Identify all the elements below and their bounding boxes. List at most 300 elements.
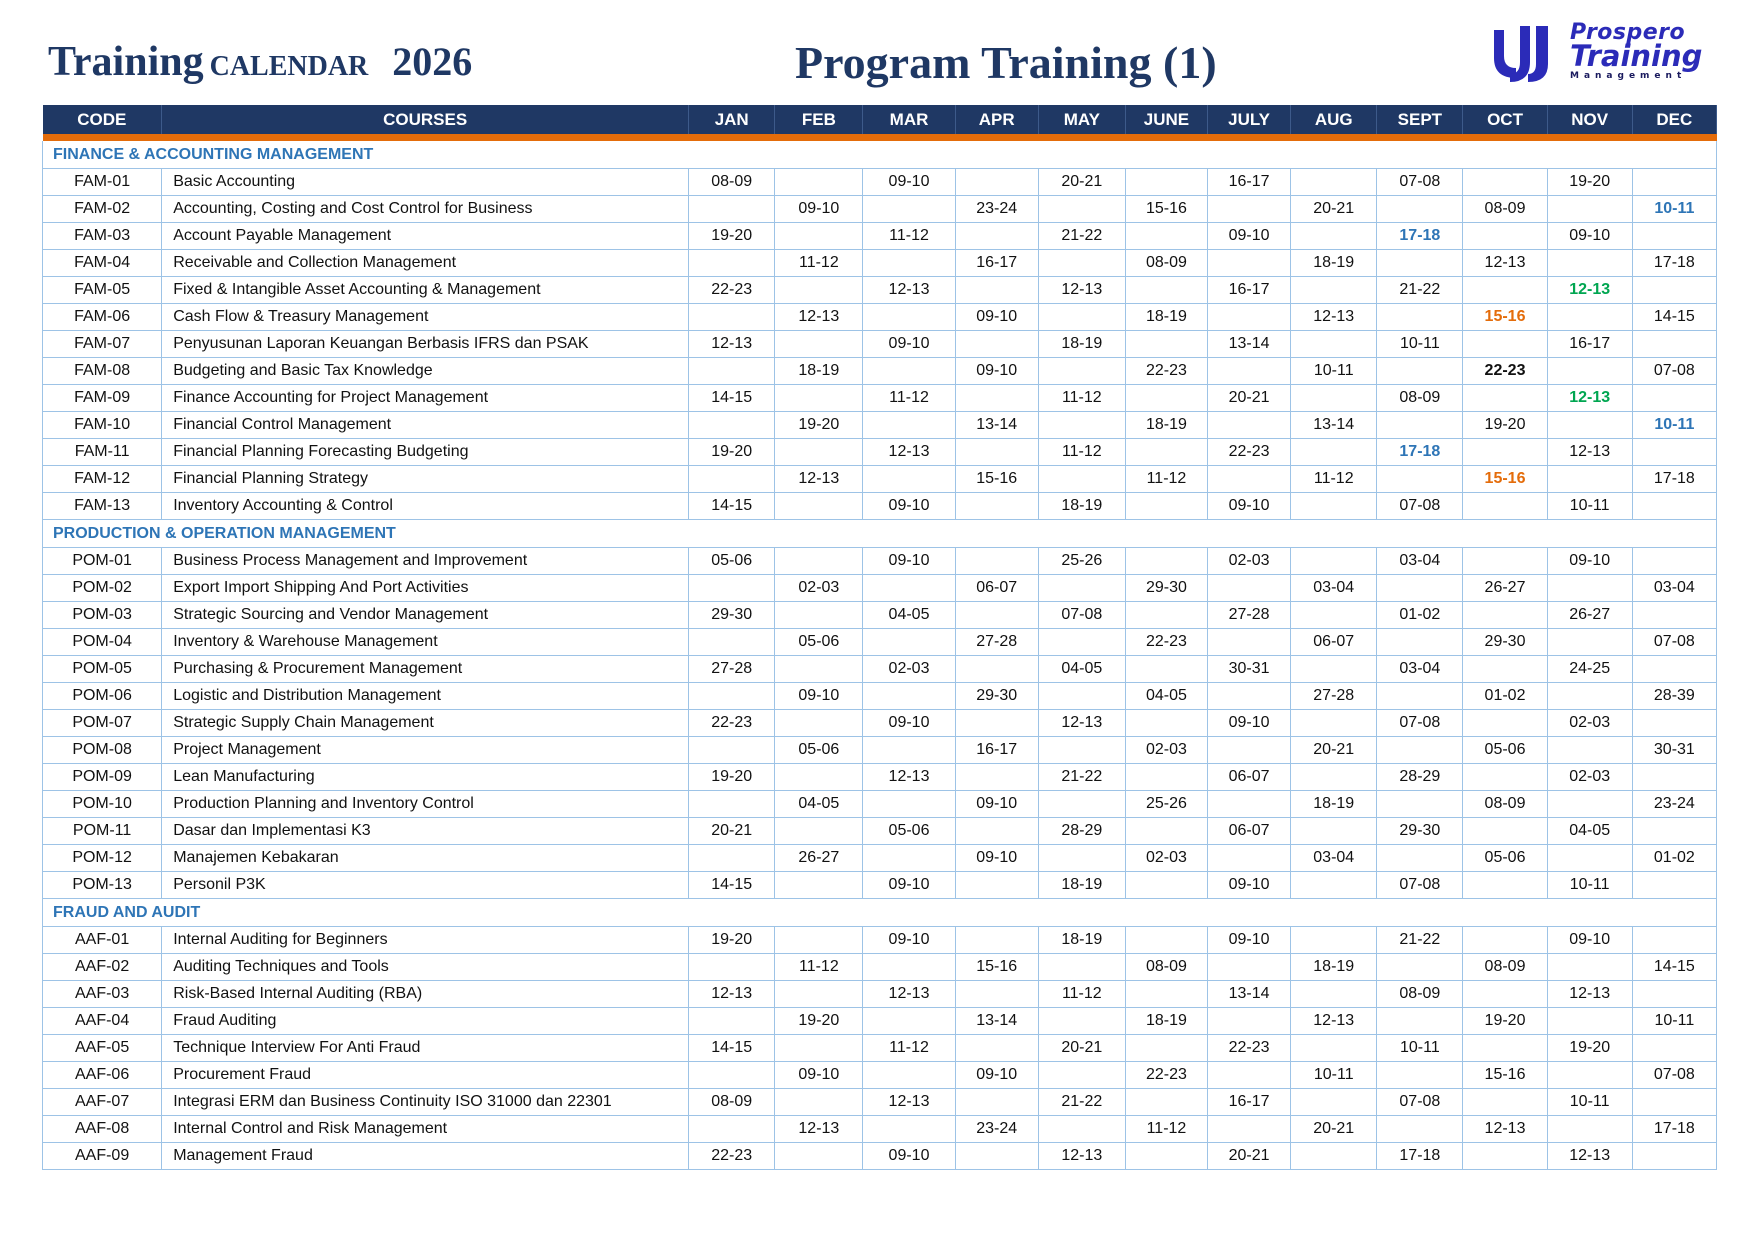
date-cell-aug xyxy=(1291,223,1377,250)
date-cell-sept: 28-29 xyxy=(1377,764,1463,791)
date-cell-nov xyxy=(1547,683,1632,710)
date-cell-july: 06-07 xyxy=(1208,818,1291,845)
date-cell-oct xyxy=(1463,764,1547,791)
date-cell-mar: 11-12 xyxy=(863,223,955,250)
date-cell-jan: 14-15 xyxy=(689,493,775,520)
date-cell-june: 08-09 xyxy=(1125,954,1207,981)
date-cell-june xyxy=(1125,493,1207,520)
date-cell-feb xyxy=(775,710,863,737)
table-row xyxy=(43,764,1717,791)
date-cell-feb xyxy=(775,223,863,250)
date-cell-jan xyxy=(689,683,775,710)
column-header-nov: NOV xyxy=(1547,105,1632,134)
date-cell-sept: 17-18 xyxy=(1377,439,1463,466)
date-cell-may: 20-21 xyxy=(1038,169,1125,196)
date-cell-june: 18-19 xyxy=(1125,1008,1207,1035)
date-cell-july: 27-28 xyxy=(1208,602,1291,629)
date-cell-june xyxy=(1125,1143,1207,1170)
date-cell-jan: 19-20 xyxy=(689,223,775,250)
date-cell-july xyxy=(1208,845,1291,872)
date-cell-july xyxy=(1208,358,1291,385)
logo-line2: Training xyxy=(1570,39,1703,73)
date-cell-sept xyxy=(1377,1008,1463,1035)
date-cell-may xyxy=(1038,1116,1125,1143)
date-cell-nov: 19-20 xyxy=(1547,169,1632,196)
course-code: AAF-09 xyxy=(43,1143,162,1170)
date-cell-apr xyxy=(955,385,1038,412)
date-cell-june xyxy=(1125,764,1207,791)
course-code: POM-07 xyxy=(43,710,162,737)
date-cell-may: 11-12 xyxy=(1038,385,1125,412)
table-row xyxy=(43,331,1717,358)
date-cell-june: 02-03 xyxy=(1125,737,1207,764)
date-cell-dec: 07-08 xyxy=(1632,1062,1716,1089)
course-name: Strategic Sourcing and Vendor Management xyxy=(162,602,689,629)
date-cell-aug xyxy=(1291,710,1377,737)
date-cell-june xyxy=(1125,818,1207,845)
column-header-june: JUNE xyxy=(1125,105,1207,134)
date-cell-feb: 11-12 xyxy=(775,954,863,981)
date-cell-nov xyxy=(1547,250,1632,277)
date-cell-oct xyxy=(1463,385,1547,412)
prospero-logo xyxy=(1490,22,1710,88)
date-cell-dec xyxy=(1632,277,1716,304)
date-cell-may: 18-19 xyxy=(1038,493,1125,520)
date-cell-feb: 12-13 xyxy=(775,1116,863,1143)
date-cell-sept xyxy=(1377,954,1463,981)
date-cell-feb xyxy=(775,602,863,629)
date-cell-june: 18-19 xyxy=(1125,304,1207,331)
date-cell-nov: 10-11 xyxy=(1547,872,1632,899)
date-cell-nov: 12-13 xyxy=(1547,439,1632,466)
table-row xyxy=(43,602,1717,629)
date-cell-oct xyxy=(1463,169,1547,196)
date-cell-aug xyxy=(1291,818,1377,845)
column-header-oct: OCT xyxy=(1463,105,1547,134)
date-cell-july xyxy=(1208,304,1291,331)
date-cell-apr: 06-07 xyxy=(955,575,1038,602)
course-name: Cash Flow & Treasury Management xyxy=(162,304,689,331)
date-cell-june xyxy=(1125,1089,1207,1116)
date-cell-feb: 02-03 xyxy=(775,575,863,602)
date-cell-june: 22-23 xyxy=(1125,1062,1207,1089)
date-cell-jan xyxy=(689,1008,775,1035)
date-cell-july: 16-17 xyxy=(1208,277,1291,304)
date-cell-oct: 15-16 xyxy=(1463,1062,1547,1089)
date-cell-jan xyxy=(689,1116,775,1143)
date-cell-jan xyxy=(689,304,775,331)
course-name: Finance Accounting for Project Management xyxy=(162,385,689,412)
date-cell-feb: 19-20 xyxy=(775,1008,863,1035)
course-name: Fraud Auditing xyxy=(162,1008,689,1035)
date-cell-nov: 10-11 xyxy=(1547,493,1632,520)
date-cell-june: 11-12 xyxy=(1125,466,1207,493)
table-row xyxy=(43,981,1717,1008)
date-cell-oct xyxy=(1463,818,1547,845)
date-cell-jan xyxy=(689,358,775,385)
date-cell-mar: 12-13 xyxy=(863,764,955,791)
date-cell-nov: 02-03 xyxy=(1547,710,1632,737)
date-cell-sept xyxy=(1377,466,1463,493)
date-cell-sept: 07-08 xyxy=(1377,169,1463,196)
date-cell-sept xyxy=(1377,358,1463,385)
date-cell-apr xyxy=(955,493,1038,520)
date-cell-oct xyxy=(1463,1143,1547,1170)
date-cell-jan: 20-21 xyxy=(689,818,775,845)
training-calendar-table xyxy=(42,105,1717,1170)
date-cell-oct: 15-16 xyxy=(1463,466,1547,493)
date-cell-jan: 22-23 xyxy=(689,710,775,737)
date-cell-jan xyxy=(689,629,775,656)
date-cell-oct: 22-23 xyxy=(1463,358,1547,385)
course-code: FAM-08 xyxy=(43,358,162,385)
table-row xyxy=(43,304,1717,331)
date-cell-dec xyxy=(1632,1035,1716,1062)
date-cell-dec xyxy=(1632,1143,1716,1170)
date-cell-dec: 01-02 xyxy=(1632,845,1716,872)
course-code: POM-04 xyxy=(43,629,162,656)
table-row xyxy=(43,548,1717,575)
table-row xyxy=(43,250,1717,277)
date-cell-sept xyxy=(1377,629,1463,656)
date-cell-feb: 09-10 xyxy=(775,1062,863,1089)
date-cell-july: 16-17 xyxy=(1208,1089,1291,1116)
date-cell-sept: 17-18 xyxy=(1377,1143,1463,1170)
date-cell-may xyxy=(1038,845,1125,872)
date-cell-sept xyxy=(1377,791,1463,818)
date-cell-dec xyxy=(1632,223,1716,250)
date-cell-sept: 21-22 xyxy=(1377,927,1463,954)
date-cell-dec xyxy=(1632,818,1716,845)
table-row xyxy=(43,1062,1717,1089)
date-cell-june xyxy=(1125,277,1207,304)
table-row xyxy=(43,439,1717,466)
date-cell-oct: 12-13 xyxy=(1463,250,1547,277)
course-name: Logistic and Distribution Management xyxy=(162,683,689,710)
date-cell-apr xyxy=(955,818,1038,845)
date-cell-feb: 05-06 xyxy=(775,629,863,656)
date-cell-june: 22-23 xyxy=(1125,358,1207,385)
date-cell-jan xyxy=(689,466,775,493)
date-cell-jan: 19-20 xyxy=(689,927,775,954)
date-cell-mar xyxy=(863,1062,955,1089)
date-cell-dec: 14-15 xyxy=(1632,304,1716,331)
date-cell-jan xyxy=(689,954,775,981)
date-cell-june: 15-16 xyxy=(1125,196,1207,223)
date-cell-july: 09-10 xyxy=(1208,223,1291,250)
date-cell-aug: 03-04 xyxy=(1291,845,1377,872)
date-cell-may: 11-12 xyxy=(1038,981,1125,1008)
course-name: Procurement Fraud xyxy=(162,1062,689,1089)
date-cell-july xyxy=(1208,575,1291,602)
table-body xyxy=(43,141,1717,1170)
date-cell-may: 12-13 xyxy=(1038,1143,1125,1170)
date-cell-aug xyxy=(1291,927,1377,954)
course-code: FAM-09 xyxy=(43,385,162,412)
table-row xyxy=(43,845,1717,872)
date-cell-june xyxy=(1125,710,1207,737)
date-cell-aug: 27-28 xyxy=(1291,683,1377,710)
date-cell-july: 30-31 xyxy=(1208,656,1291,683)
date-cell-mar: 12-13 xyxy=(863,981,955,1008)
date-cell-feb xyxy=(775,1089,863,1116)
course-code: POM-09 xyxy=(43,764,162,791)
date-cell-may: 18-19 xyxy=(1038,872,1125,899)
date-cell-sept: 01-02 xyxy=(1377,602,1463,629)
course-code: POM-08 xyxy=(43,737,162,764)
date-cell-mar xyxy=(863,737,955,764)
date-cell-may xyxy=(1038,683,1125,710)
date-cell-feb xyxy=(775,818,863,845)
date-cell-oct xyxy=(1463,277,1547,304)
date-cell-apr xyxy=(955,169,1038,196)
date-cell-apr: 27-28 xyxy=(955,629,1038,656)
date-cell-nov xyxy=(1547,791,1632,818)
date-cell-oct: 12-13 xyxy=(1463,1116,1547,1143)
date-cell-mar: 09-10 xyxy=(863,872,955,899)
date-cell-mar: 05-06 xyxy=(863,818,955,845)
date-cell-oct xyxy=(1463,439,1547,466)
table-row xyxy=(43,683,1717,710)
course-code: FAM-03 xyxy=(43,223,162,250)
course-name: Business Process Management and Improvement xyxy=(162,548,689,575)
date-cell-jan: 12-13 xyxy=(689,331,775,358)
date-cell-apr xyxy=(955,331,1038,358)
program-title: Program Training (1) xyxy=(795,37,1217,88)
date-cell-july: 09-10 xyxy=(1208,493,1291,520)
date-cell-nov: 26-27 xyxy=(1547,602,1632,629)
orange-divider xyxy=(43,134,1717,141)
date-cell-apr xyxy=(955,277,1038,304)
date-cell-may xyxy=(1038,791,1125,818)
date-cell-mar xyxy=(863,954,955,981)
section-header-row xyxy=(43,141,1717,169)
date-cell-nov xyxy=(1547,1116,1632,1143)
date-cell-may: 21-22 xyxy=(1038,764,1125,791)
date-cell-mar: 12-13 xyxy=(863,439,955,466)
course-code: AAF-04 xyxy=(43,1008,162,1035)
date-cell-mar: 11-12 xyxy=(863,385,955,412)
date-cell-oct xyxy=(1463,548,1547,575)
course-name: Auditing Techniques and Tools xyxy=(162,954,689,981)
date-cell-sept: 08-09 xyxy=(1377,385,1463,412)
date-cell-oct: 05-06 xyxy=(1463,737,1547,764)
date-cell-june: 25-26 xyxy=(1125,791,1207,818)
date-cell-aug xyxy=(1291,1035,1377,1062)
course-code: POM-06 xyxy=(43,683,162,710)
table-row xyxy=(43,466,1717,493)
date-cell-oct: 19-20 xyxy=(1463,1008,1547,1035)
date-cell-nov xyxy=(1547,196,1632,223)
date-cell-jan: 14-15 xyxy=(689,1035,775,1062)
date-cell-jan: 22-23 xyxy=(689,277,775,304)
divider-cell xyxy=(43,134,1717,141)
date-cell-jan: 08-09 xyxy=(689,169,775,196)
column-header-jan: JAN xyxy=(689,105,775,134)
course-name: Personil P3K xyxy=(162,872,689,899)
table-row xyxy=(43,277,1717,304)
course-code: FAM-04 xyxy=(43,250,162,277)
date-cell-may xyxy=(1038,466,1125,493)
date-cell-feb: 12-13 xyxy=(775,466,863,493)
date-cell-aug xyxy=(1291,602,1377,629)
date-cell-nov xyxy=(1547,1062,1632,1089)
date-cell-july xyxy=(1208,1062,1291,1089)
date-cell-oct xyxy=(1463,872,1547,899)
date-cell-sept xyxy=(1377,575,1463,602)
date-cell-july: 06-07 xyxy=(1208,764,1291,791)
date-cell-nov: 09-10 xyxy=(1547,223,1632,250)
date-cell-may: 12-13 xyxy=(1038,710,1125,737)
column-header-aug: AUG xyxy=(1291,105,1377,134)
table-row xyxy=(43,1116,1717,1143)
course-code: FAM-02 xyxy=(43,196,162,223)
date-cell-dec: 28-39 xyxy=(1632,683,1716,710)
table-row xyxy=(43,954,1717,981)
date-cell-apr: 15-16 xyxy=(955,954,1038,981)
course-code: AAF-07 xyxy=(43,1089,162,1116)
date-cell-mar xyxy=(863,575,955,602)
date-cell-aug xyxy=(1291,764,1377,791)
date-cell-dec: 17-18 xyxy=(1632,1116,1716,1143)
date-cell-aug xyxy=(1291,656,1377,683)
date-cell-feb: 11-12 xyxy=(775,250,863,277)
date-cell-oct xyxy=(1463,602,1547,629)
course-code: FAM-06 xyxy=(43,304,162,331)
table-row xyxy=(43,1035,1717,1062)
date-cell-jan: 14-15 xyxy=(689,385,775,412)
date-cell-apr: 13-14 xyxy=(955,1008,1038,1035)
header-row xyxy=(43,105,1717,134)
date-cell-feb xyxy=(775,169,863,196)
date-cell-mar xyxy=(863,358,955,385)
course-code: FAM-13 xyxy=(43,493,162,520)
course-name: Production Planning and Inventory Control xyxy=(162,791,689,818)
date-cell-sept: 03-04 xyxy=(1377,656,1463,683)
date-cell-sept xyxy=(1377,304,1463,331)
column-header-sept: SEPT xyxy=(1377,105,1463,134)
date-cell-nov: 10-11 xyxy=(1547,1089,1632,1116)
date-cell-dec xyxy=(1632,331,1716,358)
course-name: Inventory & Warehouse Management xyxy=(162,629,689,656)
date-cell-july xyxy=(1208,250,1291,277)
section-header-row xyxy=(43,520,1717,548)
date-cell-oct: 05-06 xyxy=(1463,845,1547,872)
date-cell-july xyxy=(1208,1008,1291,1035)
date-cell-sept: 07-08 xyxy=(1377,710,1463,737)
date-cell-jan xyxy=(689,412,775,439)
date-cell-may: 20-21 xyxy=(1038,1035,1125,1062)
course-code: FAM-05 xyxy=(43,277,162,304)
logo-line3: Management xyxy=(1570,71,1687,81)
date-cell-dec xyxy=(1632,927,1716,954)
date-cell-sept: 08-09 xyxy=(1377,981,1463,1008)
date-cell-apr: 23-24 xyxy=(955,196,1038,223)
date-cell-mar xyxy=(863,683,955,710)
date-cell-may xyxy=(1038,358,1125,385)
date-cell-may: 21-22 xyxy=(1038,223,1125,250)
date-cell-july xyxy=(1208,683,1291,710)
date-cell-mar: 04-05 xyxy=(863,602,955,629)
date-cell-mar: 09-10 xyxy=(863,169,955,196)
date-cell-oct xyxy=(1463,493,1547,520)
date-cell-july: 22-23 xyxy=(1208,439,1291,466)
course-name: Budgeting and Basic Tax Knowledge xyxy=(162,358,689,385)
date-cell-june xyxy=(1125,602,1207,629)
course-code: POM-03 xyxy=(43,602,162,629)
date-cell-mar: 09-10 xyxy=(863,927,955,954)
date-cell-apr xyxy=(955,602,1038,629)
course-code: FAM-01 xyxy=(43,169,162,196)
date-cell-sept: 07-08 xyxy=(1377,493,1463,520)
date-cell-aug xyxy=(1291,548,1377,575)
date-cell-aug xyxy=(1291,493,1377,520)
date-cell-aug xyxy=(1291,331,1377,358)
date-cell-apr: 23-24 xyxy=(955,1116,1038,1143)
date-cell-mar xyxy=(863,304,955,331)
column-header-july: JULY xyxy=(1208,105,1291,134)
date-cell-feb xyxy=(775,981,863,1008)
date-cell-june: 22-23 xyxy=(1125,629,1207,656)
date-cell-mar xyxy=(863,845,955,872)
title-calendar: CALENDAR xyxy=(209,51,369,82)
date-cell-apr xyxy=(955,927,1038,954)
table-row xyxy=(43,196,1717,223)
date-cell-june xyxy=(1125,331,1207,358)
date-cell-dec: 14-15 xyxy=(1632,954,1716,981)
course-code: POM-12 xyxy=(43,845,162,872)
course-name: Lean Manufacturing xyxy=(162,764,689,791)
date-cell-mar xyxy=(863,1116,955,1143)
date-cell-june: 11-12 xyxy=(1125,1116,1207,1143)
course-code: AAF-08 xyxy=(43,1116,162,1143)
date-cell-jan: 19-20 xyxy=(689,439,775,466)
date-cell-jan xyxy=(689,1062,775,1089)
date-cell-nov: 12-13 xyxy=(1547,1143,1632,1170)
date-cell-apr xyxy=(955,548,1038,575)
course-name: Management Fraud xyxy=(162,1143,689,1170)
date-cell-may: 28-29 xyxy=(1038,818,1125,845)
date-cell-dec xyxy=(1632,439,1716,466)
date-cell-june: 29-30 xyxy=(1125,575,1207,602)
course-code: AAF-03 xyxy=(43,981,162,1008)
column-header-apr: APR xyxy=(955,105,1038,134)
date-cell-apr xyxy=(955,1089,1038,1116)
table-row xyxy=(43,223,1717,250)
date-cell-apr xyxy=(955,981,1038,1008)
course-name: Fixed & Intangible Asset Accounting & Management xyxy=(162,277,689,304)
date-cell-jan: 05-06 xyxy=(689,548,775,575)
date-cell-july: 09-10 xyxy=(1208,927,1291,954)
course-code: POM-05 xyxy=(43,656,162,683)
date-cell-nov: 16-17 xyxy=(1547,331,1632,358)
date-cell-apr: 15-16 xyxy=(955,466,1038,493)
course-name: Technique Interview For Anti Fraud xyxy=(162,1035,689,1062)
date-cell-jan: 12-13 xyxy=(689,981,775,1008)
date-cell-nov: 09-10 xyxy=(1547,927,1632,954)
date-cell-july: 22-23 xyxy=(1208,1035,1291,1062)
date-cell-dec xyxy=(1632,981,1716,1008)
date-cell-oct xyxy=(1463,981,1547,1008)
date-cell-feb xyxy=(775,548,863,575)
date-cell-mar xyxy=(863,629,955,656)
date-cell-sept xyxy=(1377,737,1463,764)
date-cell-nov xyxy=(1547,304,1632,331)
date-cell-sept xyxy=(1377,412,1463,439)
date-cell-may: 18-19 xyxy=(1038,331,1125,358)
date-cell-sept: 10-11 xyxy=(1377,331,1463,358)
date-cell-nov xyxy=(1547,1008,1632,1035)
